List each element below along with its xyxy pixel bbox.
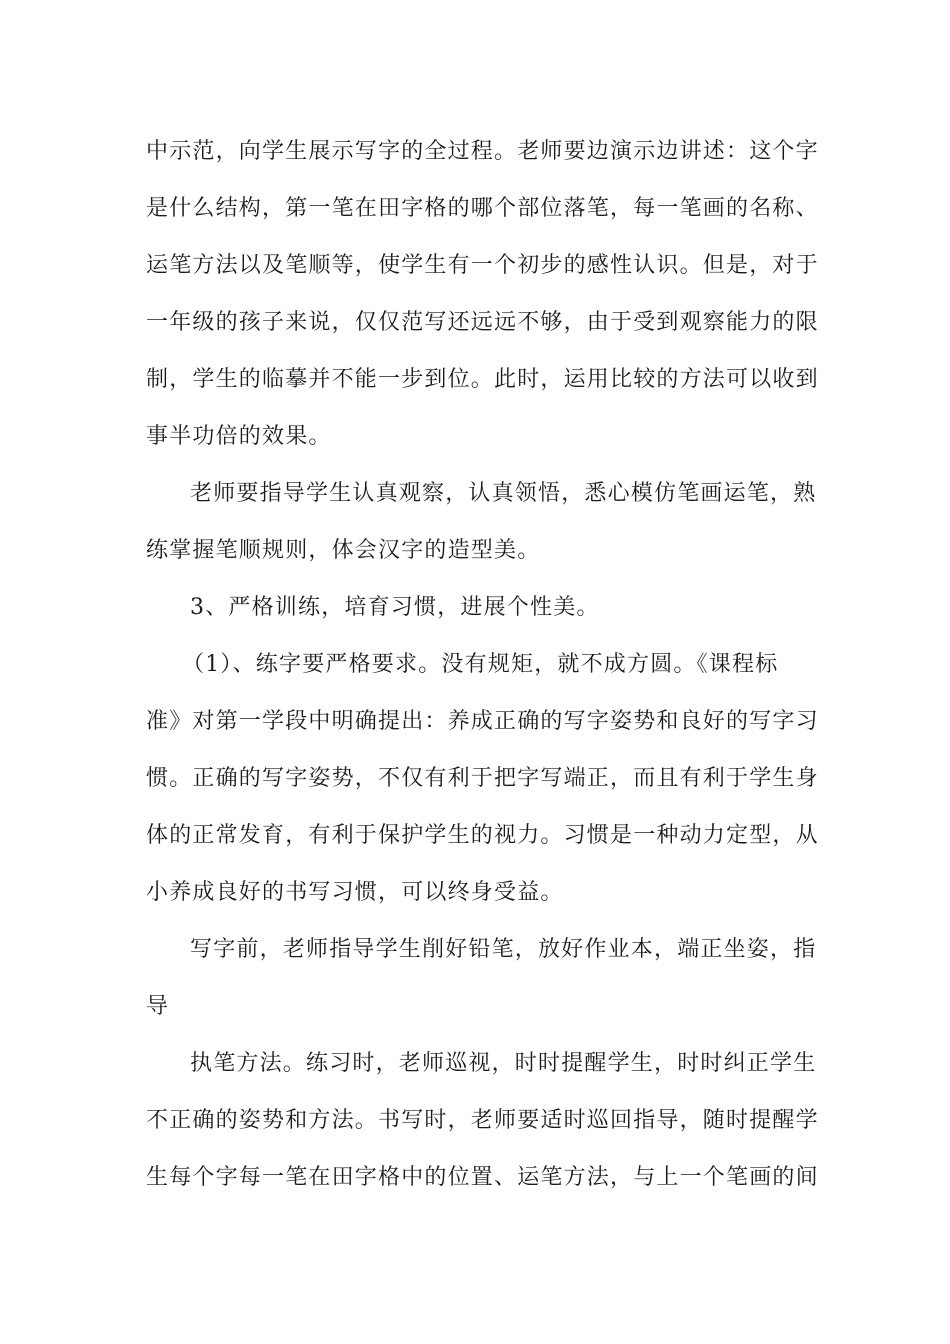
text-line: 一年级的孩子来说，仅仅范写还远远不够，由于受到观察能力的限 <box>146 310 819 335</box>
text-line: 运笔方法以及笔顺等，使学生有一个初步的感性认识。但是，对于 <box>146 253 819 278</box>
text-line: 生每个字每一笔在田字格中的位置、运笔方法，与上一个笔画的间 <box>146 1165 819 1190</box>
text-line: 制，学生的临摹并不能一步到位。此时，运用比较的方法可以收到 <box>146 367 819 392</box>
text-line: 不正确的姿势和方法。书写时，老师要适时巡回指导，随时提醒学 <box>146 1108 819 1133</box>
text-line: 惯。正确的写字姿势，不仅有利于把字写端正，而且有利于学生身 <box>146 766 819 791</box>
text-line: 事半功倍的效果。 <box>146 424 332 449</box>
text-line: 是什么结构，第一笔在田字格的哪个部位落笔，每一笔画的名称、 <box>146 196 819 221</box>
text-line: 准》对第一学段中明确提出：养成正确的写字姿势和良好的写字习 <box>146 709 819 734</box>
text-line: 导 <box>146 994 170 1019</box>
text-line: 执笔方法。练习时，老师巡视，时时提醒学生，时时纠正学生 <box>190 1051 817 1076</box>
text-line: 练掌握笔顺规则，体会汉字的造型美。 <box>146 538 541 563</box>
text-line: 老师要指导学生认真观察，认真领悟，悉心模仿笔画运笔，熟 <box>190 481 817 506</box>
text-line: 小养成良好的书写习惯，可以终身受益。 <box>146 880 564 905</box>
text-line: 3、严格训练，培育习惯，进展个性美。 <box>190 595 600 620</box>
text-line: 中示范，向学生展示写字的全过程。老师要边演示边讲述：这个字 <box>146 139 819 164</box>
text-line: 体的正常发育，有利于保护学生的视力。习惯是一种动力定型，从 <box>146 823 819 848</box>
text-line: （1）、练字要严格要求。没有规矩，就不成方圆。《课程标 <box>182 652 779 677</box>
text-line: 写字前，老师指导学生削好铅笔，放好作业本，端正坐姿，指 <box>190 937 817 962</box>
